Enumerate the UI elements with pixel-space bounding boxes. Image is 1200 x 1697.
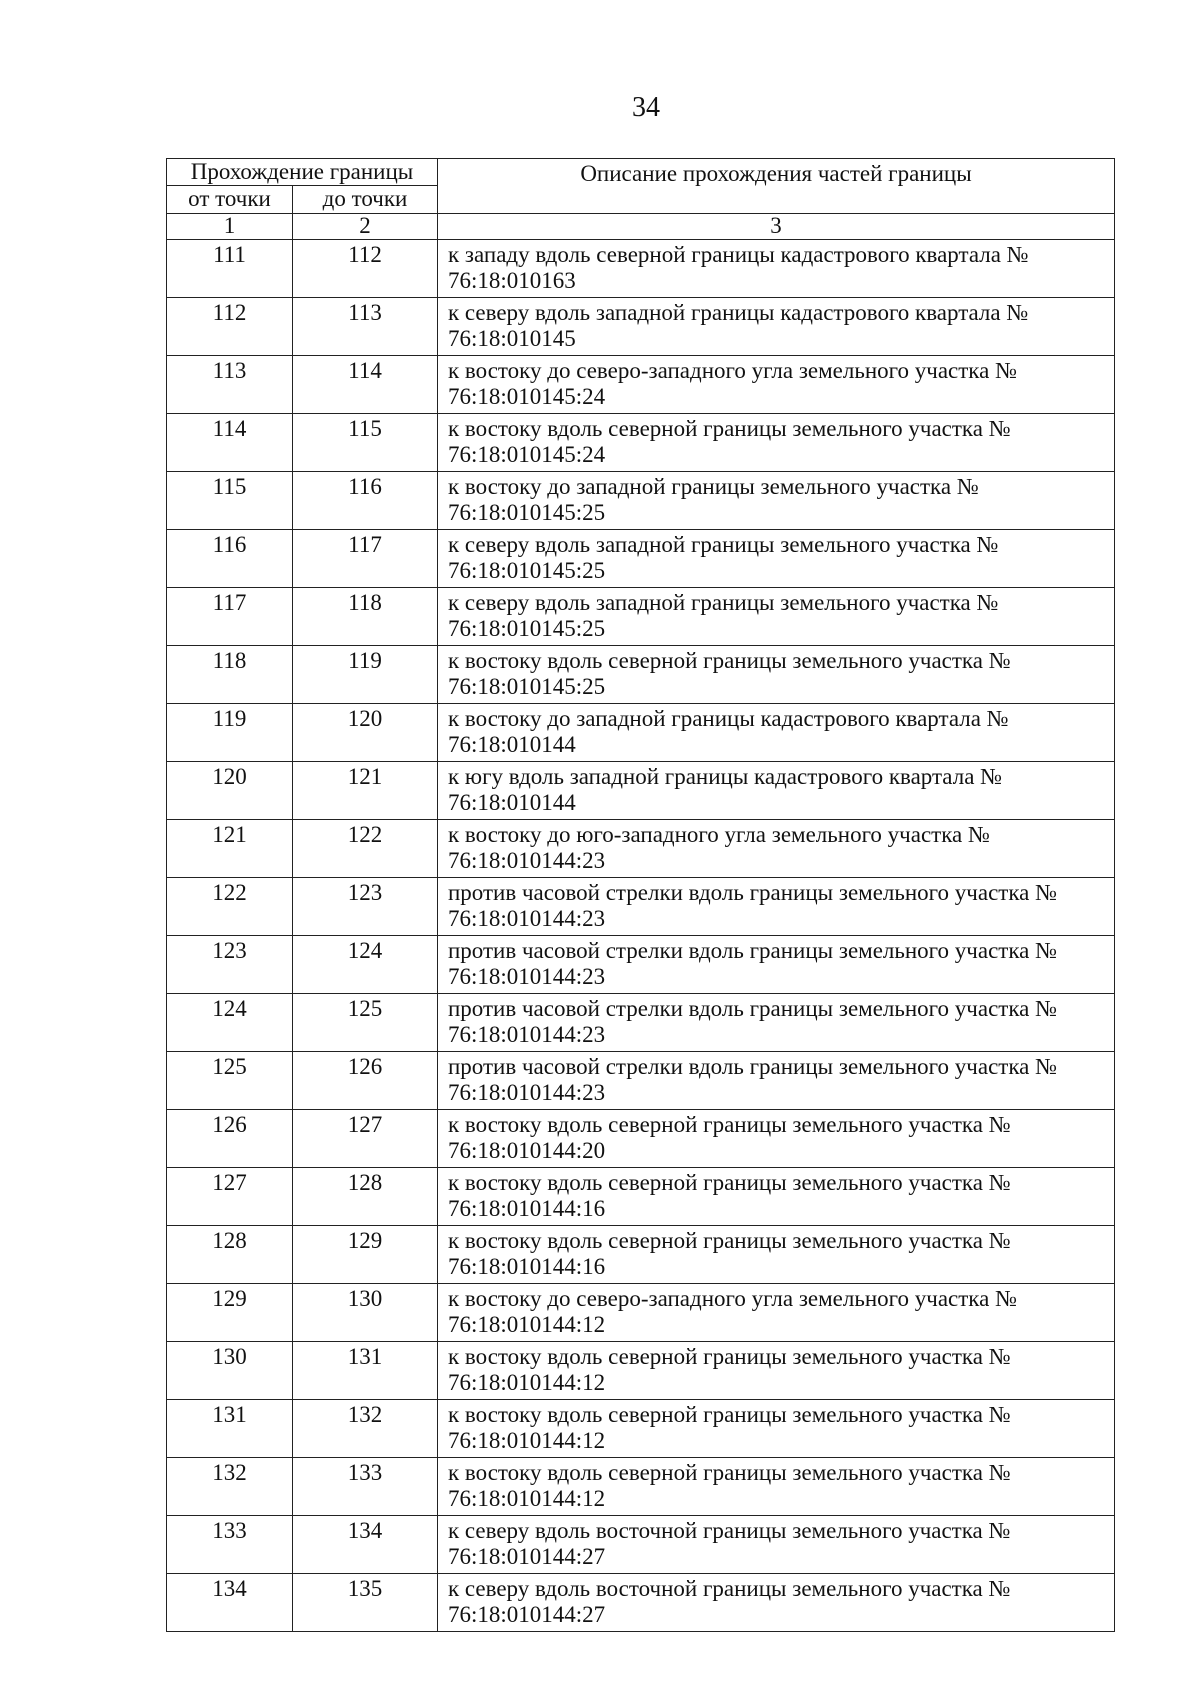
- from-point-cell: 132: [167, 1458, 293, 1516]
- description-cell: к северу вдоль западной границы земельного участка № 76:18:010145:25: [438, 530, 1115, 588]
- from-point-cell: 128: [167, 1226, 293, 1284]
- from-point-cell: 129: [167, 1284, 293, 1342]
- description-cell: к востоку до северо-западного угла земельного участка № 76:18:010144:12: [438, 1284, 1115, 1342]
- header-boundary-passage: Прохождение границы: [167, 159, 438, 186]
- description-cell: к западу вдоль северной границы кадастрового квартала № 76:18:010163: [438, 240, 1115, 298]
- table-row: [167, 936, 1115, 994]
- from-point-cell: 113: [167, 356, 293, 414]
- from-point-cell: 127: [167, 1168, 293, 1226]
- table-row: [167, 356, 1115, 414]
- table-row: [167, 240, 1115, 298]
- to-point-cell: 127: [293, 1110, 438, 1168]
- from-point-cell: 122: [167, 878, 293, 936]
- to-point-cell: 123: [293, 878, 438, 936]
- from-point-cell: 120: [167, 762, 293, 820]
- from-point-cell: 118: [167, 646, 293, 704]
- table-row: [167, 588, 1115, 646]
- header-from-point: от точки: [167, 186, 293, 214]
- description-cell: к северу вдоль западной границы кадастрового квартала № 76:18:010145: [438, 298, 1115, 356]
- table-row: [167, 704, 1115, 762]
- description-cell: к востоку вдоль северной границы земельного участка № 76:18:010144:20: [438, 1110, 1115, 1168]
- description-cell: к востоку вдоль северной границы земельного участка № 76:18:010145:25: [438, 646, 1115, 704]
- description-cell: к востоку до северо-западного угла земельного участка № 76:18:010145:24: [438, 356, 1115, 414]
- to-point-cell: 122: [293, 820, 438, 878]
- from-point-cell: 130: [167, 1342, 293, 1400]
- table-row: [167, 762, 1115, 820]
- to-point-cell: 124: [293, 936, 438, 994]
- table-row: [167, 1284, 1115, 1342]
- table-row: [167, 530, 1115, 588]
- table-row: [167, 1168, 1115, 1226]
- table-row: [167, 878, 1115, 936]
- description-cell: к югу вдоль западной границы кадастрового квартала № 76:18:010144: [438, 762, 1115, 820]
- to-point-cell: 133: [293, 1458, 438, 1516]
- from-point-cell: 126: [167, 1110, 293, 1168]
- to-point-cell: 129: [293, 1226, 438, 1284]
- from-point-cell: 123: [167, 936, 293, 994]
- from-point-cell: 116: [167, 530, 293, 588]
- from-point-cell: 117: [167, 588, 293, 646]
- to-point-cell: 132: [293, 1400, 438, 1458]
- table-row: [167, 994, 1115, 1052]
- description-cell: к востоку до западной границы земельного участка № 76:18:010145:25: [438, 472, 1115, 530]
- table-row: [167, 298, 1115, 356]
- column-number-3: 3: [438, 214, 1115, 240]
- to-point-cell: 118: [293, 588, 438, 646]
- from-point-cell: 131: [167, 1400, 293, 1458]
- to-point-cell: 120: [293, 704, 438, 762]
- description-cell: к северу вдоль восточной границы земельного участка № 76:18:010144:27: [438, 1516, 1115, 1574]
- table-row: [167, 1052, 1115, 1110]
- to-point-cell: 130: [293, 1284, 438, 1342]
- description-cell: против часовой стрелки вдоль границы земельного участка № 76:18:010144:23: [438, 936, 1115, 994]
- from-point-cell: 121: [167, 820, 293, 878]
- from-point-cell: 124: [167, 994, 293, 1052]
- header-to-point: до точки: [293, 186, 438, 214]
- from-point-cell: 115: [167, 472, 293, 530]
- column-number-1: 1: [167, 214, 293, 240]
- table-body: [167, 240, 1115, 1632]
- description-cell: к востоку вдоль северной границы земельного участка № 76:18:010144:12: [438, 1400, 1115, 1458]
- to-point-cell: 114: [293, 356, 438, 414]
- description-cell: к северу вдоль западной границы земельного участка № 76:18:010145:25: [438, 588, 1115, 646]
- table-row: [167, 820, 1115, 878]
- description-cell: к востоку вдоль северной границы земельного участка № 76:18:010144:16: [438, 1226, 1115, 1284]
- from-point-cell: 114: [167, 414, 293, 472]
- boundary-table: [166, 158, 1115, 1632]
- to-point-cell: 134: [293, 1516, 438, 1574]
- table-row: [167, 414, 1115, 472]
- description-cell: к северу вдоль восточной границы земельного участка № 76:18:010144:27: [438, 1574, 1115, 1632]
- to-point-cell: 117: [293, 530, 438, 588]
- from-point-cell: 125: [167, 1052, 293, 1110]
- to-point-cell: 125: [293, 994, 438, 1052]
- to-point-cell: 128: [293, 1168, 438, 1226]
- description-cell: против часовой стрелки вдоль границы земельного участка № 76:18:010144:23: [438, 878, 1115, 936]
- table-row: [167, 1110, 1115, 1168]
- description-cell: против часовой стрелки вдоль границы земельного участка № 76:18:010144:23: [438, 1052, 1115, 1110]
- to-point-cell: 116: [293, 472, 438, 530]
- description-cell: к востоку до западной границы кадастрового квартала № 76:18:010144: [438, 704, 1115, 762]
- to-point-cell: 112: [293, 240, 438, 298]
- from-point-cell: 111: [167, 240, 293, 298]
- table-row: [167, 1226, 1115, 1284]
- to-point-cell: 131: [293, 1342, 438, 1400]
- description-cell: к востоку до юго-западного угла земельного участка № 76:18:010144:23: [438, 820, 1115, 878]
- to-point-cell: 121: [293, 762, 438, 820]
- to-point-cell: 113: [293, 298, 438, 356]
- table-row: [167, 1458, 1115, 1516]
- to-point-cell: 135: [293, 1574, 438, 1632]
- table-row: [167, 1342, 1115, 1400]
- page-number: 34: [632, 92, 660, 123]
- table-row: [167, 646, 1115, 704]
- from-point-cell: 112: [167, 298, 293, 356]
- from-point-cell: 133: [167, 1516, 293, 1574]
- column-number-2: 2: [293, 214, 438, 240]
- from-point-cell: 134: [167, 1574, 293, 1632]
- description-cell: к востоку вдоль северной границы земельного участка № 76:18:010144:12: [438, 1342, 1115, 1400]
- header-description: Описание прохождения частей границы: [438, 159, 1115, 214]
- description-cell: к востоку вдоль северной границы земельного участка № 76:18:010144:12: [438, 1458, 1115, 1516]
- table-row: [167, 1400, 1115, 1458]
- to-point-cell: 115: [293, 414, 438, 472]
- description-cell: к востоку вдоль северной границы земельного участка № 76:18:010145:24: [438, 414, 1115, 472]
- to-point-cell: 119: [293, 646, 438, 704]
- table-row: [167, 1574, 1115, 1632]
- description-cell: против часовой стрелки вдоль границы земельного участка № 76:18:010144:23: [438, 994, 1115, 1052]
- from-point-cell: 119: [167, 704, 293, 762]
- description-cell: к востоку вдоль северной границы земельного участка № 76:18:010144:16: [438, 1168, 1115, 1226]
- table-row: [167, 472, 1115, 530]
- to-point-cell: 126: [293, 1052, 438, 1110]
- table-row: [167, 1516, 1115, 1574]
